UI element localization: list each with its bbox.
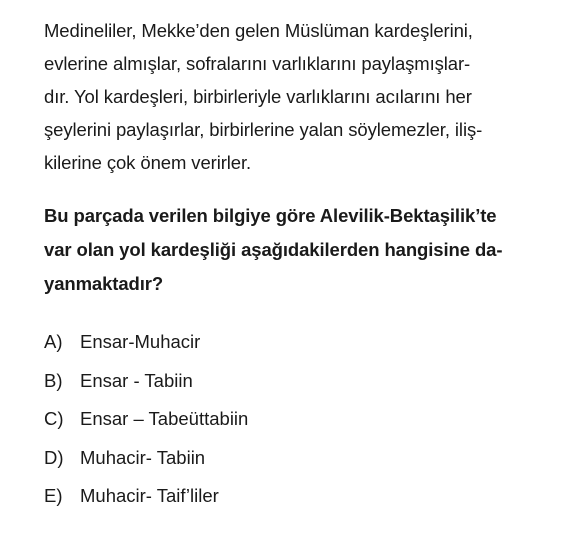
option-text: Ensar – Tabeüttabiin	[80, 408, 249, 429]
option-letter: C)	[44, 408, 64, 429]
question-page	[44, 14, 544, 516]
option-text: Ensar - Tabiin	[80, 369, 193, 391]
passage-line: kilerine çok önem verirler.	[44, 152, 252, 173]
question-stem	[44, 199, 544, 301]
option-a[interactable]	[44, 323, 544, 362]
option-d[interactable]	[44, 439, 544, 478]
option-c[interactable]	[44, 400, 544, 439]
option-letter: B)	[44, 369, 63, 391]
passage-line: Medineliler, Mekke’den gelen Müslüman kardeşlerini,	[44, 20, 473, 41]
question-line: Bu parçada verilen bilgiye göre Alevilik-Bektaşilik’te	[44, 205, 497, 226]
passage-line: evlerine almışlar, sofralarını varlıklarını paylaşmışlar-	[44, 53, 471, 74]
option-b[interactable]	[44, 362, 544, 401]
option-letter: E)	[44, 485, 63, 506]
passage-line: şeylerini paylaşırlar, birbirlerine yalan söylemezler, iliş-	[44, 119, 483, 140]
question-line: yanmaktadır?	[44, 273, 164, 294]
option-letter: D)	[44, 446, 64, 468]
option-text: Ensar-Muhacir	[80, 331, 201, 352]
passage-text	[44, 14, 544, 179]
option-text: Muhacir- Tabiin	[80, 446, 206, 468]
option-letter: A)	[44, 331, 63, 352]
option-text: Muhacir- Taif’liler	[80, 485, 219, 506]
question-line: var olan yol kardeşliği aşağıdakilerden hangisine da-	[44, 239, 503, 260]
answer-options	[44, 323, 544, 516]
option-e[interactable]	[44, 477, 544, 516]
passage-line: dır. Yol kardeşleri, birbirleriyle varlıklarını acılarını her	[44, 86, 472, 107]
